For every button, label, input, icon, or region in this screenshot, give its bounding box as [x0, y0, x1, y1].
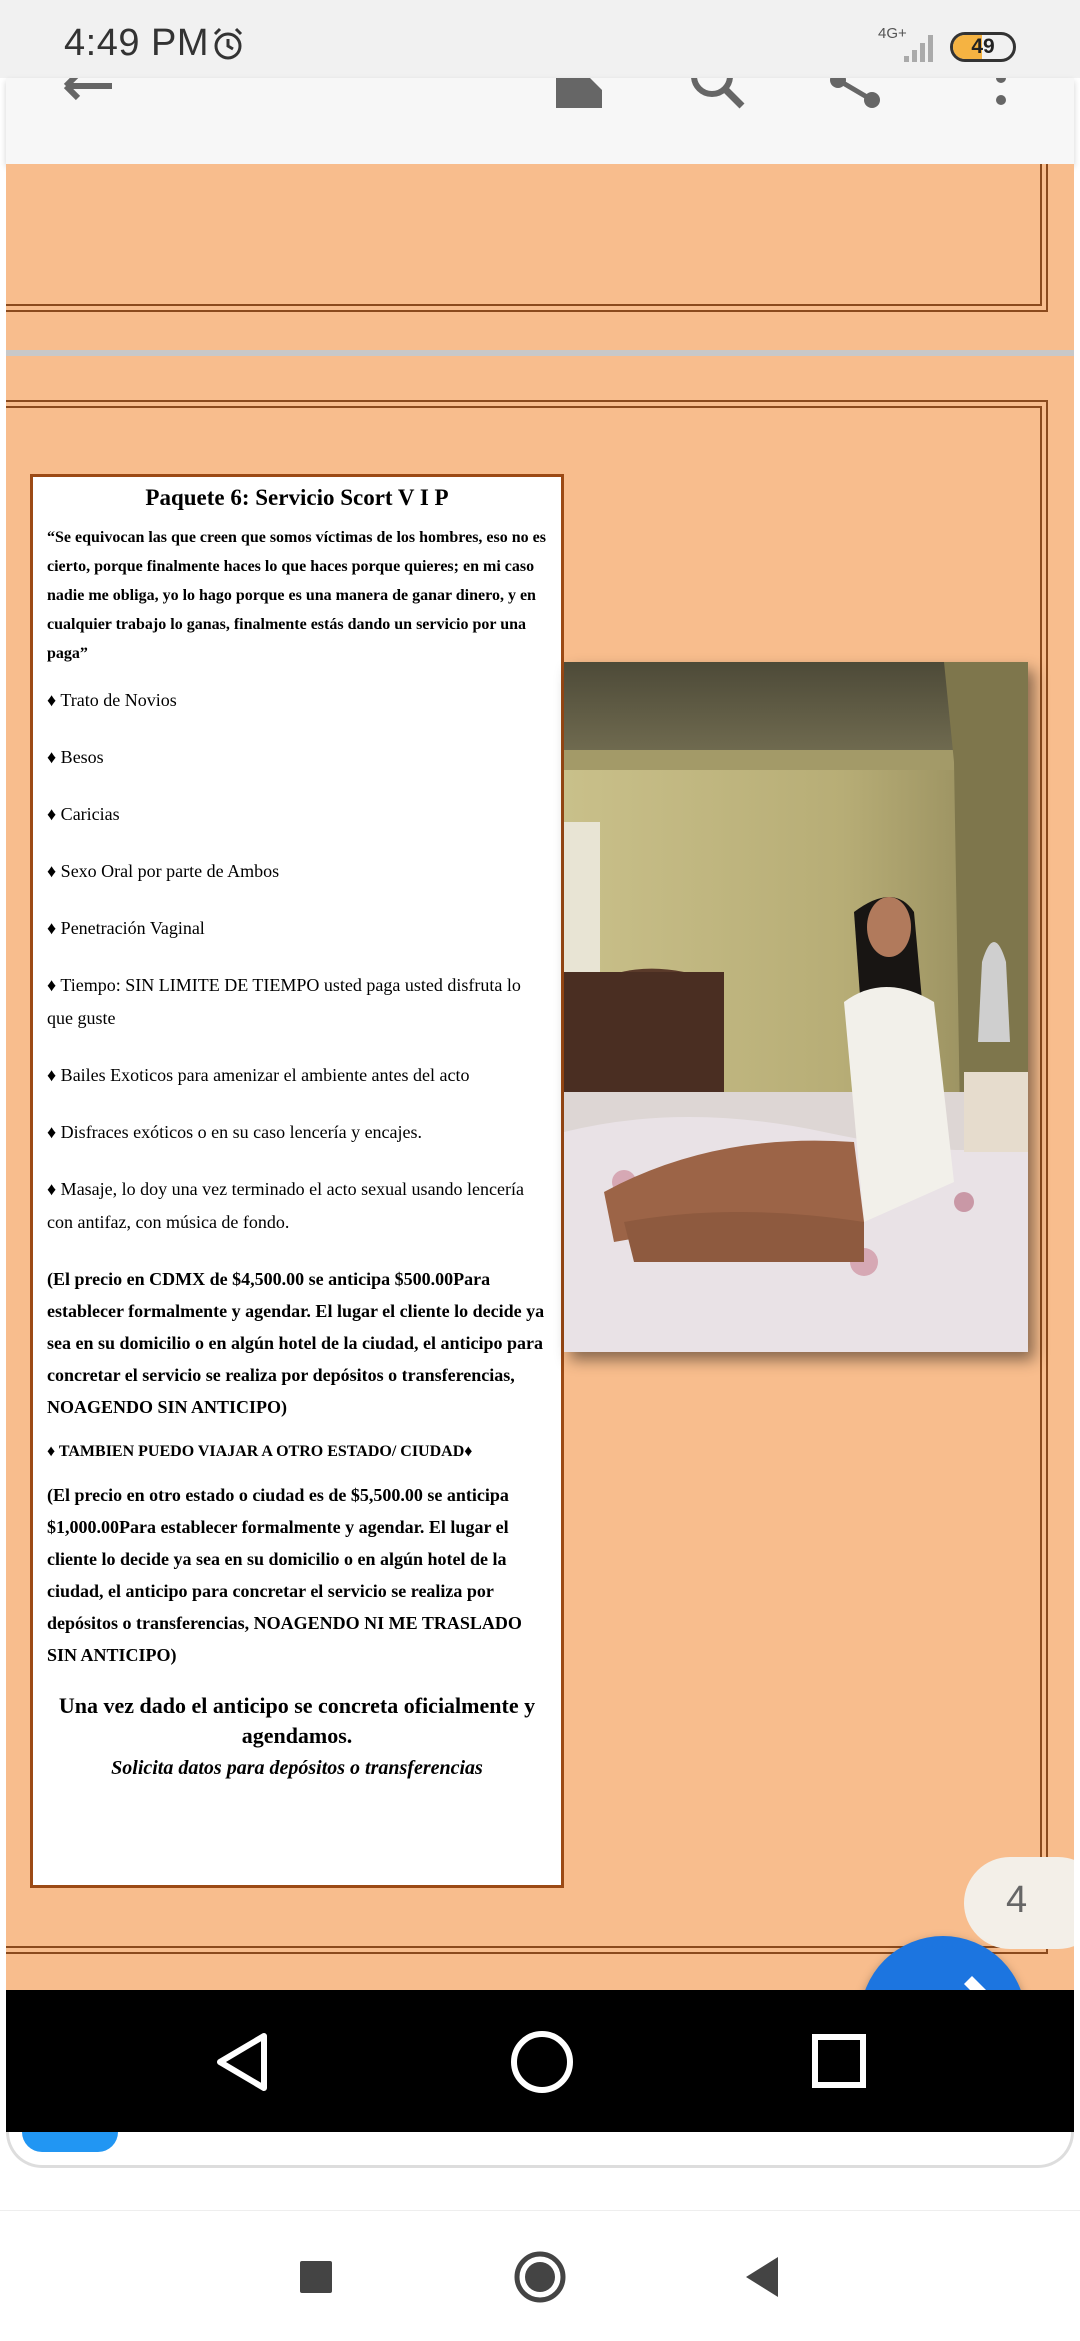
deposit-request-note: Solicita datos para depósitos o transferencias: [111, 1757, 483, 1779]
bullet-item: ♦ Besos: [47, 747, 104, 767]
nav-back-icon[interactable]: [212, 2030, 272, 2094]
travel-note: ♦ TAMBIEN PUEDO VIAJAR A OTRO ESTADO/ CIUDAD♦: [47, 1443, 473, 1460]
bullet-item: ♦ Bailes Exoticos para amenizar el ambiente antes del acto: [47, 1065, 470, 1085]
bullet-item: ♦ Caricias: [47, 804, 120, 824]
page-frame-previous: [6, 164, 1042, 306]
price-cdmx: (El precio en CDMX de $4,500.00 se anticipa $500.00Para establecer formalmente y agendar. El lugar el cliente lo decide ya sea en su domicilio o en algún hotel de la ciudad, el anticipo para concretar el servicio se realiza por depósitos o transferencias, NOAGENDO SIN ANTICIPO): [47, 1269, 545, 1417]
status-bar: [0, 0, 1080, 78]
status-time: 4:49 PM: [64, 22, 210, 64]
signal-icon: [900, 30, 940, 64]
search-icon[interactable]: [684, 78, 754, 138]
nav-square-icon[interactable]: [298, 2259, 334, 2295]
nav-recents-icon[interactable]: [810, 2032, 870, 2092]
outer-nav-bar: [0, 2210, 1080, 2341]
battery-icon: [950, 32, 1016, 62]
back-arrow-icon[interactable]: [52, 78, 122, 138]
page-number: 4: [1006, 1879, 1028, 1921]
nav-triangle-icon[interactable]: [742, 2255, 782, 2299]
edit-button[interactable]: [860, 1936, 1026, 1990]
service-card: [30, 474, 564, 1888]
page-separator: [6, 350, 1074, 356]
battery-percent: 49: [971, 35, 995, 58]
bullet-item: ♦ Trato de Novios: [47, 690, 177, 710]
closing-note: Una vez dado el anticipo se concreta oficialmente y agendamos.: [58, 1693, 536, 1748]
fab-shadow-peek: [22, 2132, 118, 2152]
alarm-icon: [210, 26, 246, 62]
bullet-item: ♦ Sexo Oral por parte de Ambos: [47, 861, 280, 881]
bullet-item: ♦ Tiempo: SIN LIMITE DE TIEMPO usted paga usted disfruta lo que guste: [47, 975, 521, 1028]
bullet-item: ♦ Penetración Vaginal: [47, 918, 205, 938]
price-other-city: (El precio en otro estado o ciudad es de $5,500.00 se anticipa $1,000.00Para establecer formalmente y agendar. El lugar el cliente lo decide ya sea en su domicilio o en algún hotel de la ciudad, el anticipo para concretar el servicio se realiza por depósitos o transferencias, NOAGENDO NI ME TRASLADO SIN ANTICIPO): [47, 1485, 522, 1665]
more-vertical-icon[interactable]: [966, 78, 1036, 138]
network-label: 4G+: [878, 25, 907, 42]
system-nav-bar: [6, 1990, 1074, 2132]
edit-pencil-icon: [860, 1936, 1026, 1990]
card-title: Paquete 6: Servicio Scort V I P: [145, 485, 449, 510]
share-icon[interactable]: [824, 78, 894, 138]
bullet-item: ♦ Masaje, lo doy una vez terminado el acto sexual usando lencería con antifaz, con música de fondo.: [47, 1179, 525, 1232]
nav-circle-icon[interactable]: [512, 2249, 568, 2305]
nav-home-icon[interactable]: [508, 2028, 576, 2096]
bullet-item: ♦ Disfraces exóticos o en su caso lencería y encajes.: [47, 1122, 423, 1142]
card-quote: “Se equivocan las que creen que somos víctimas de los hombres, eso no es cierto, porque finalmente haces lo que haces porque quieres; en mi caso nadie me obliga, yo lo hago porque es una manera de ganar dinero, y en cualquier trabajo lo ganas, finalmente estás dando un servicio por una paga”: [47, 529, 546, 662]
photo: [564, 662, 1028, 1352]
file-icon[interactable]: [544, 78, 614, 138]
document-view[interactable]: [6, 164, 1074, 1990]
device-frame-edge: [6, 2132, 1074, 2168]
toolbar: [6, 78, 1074, 164]
